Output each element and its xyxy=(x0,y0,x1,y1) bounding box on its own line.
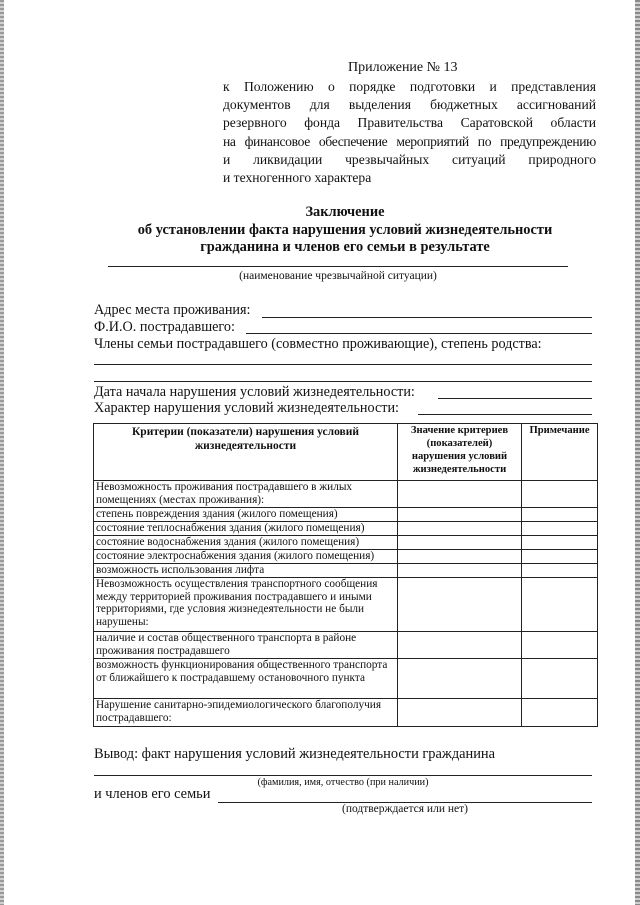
value-cell[interactable] xyxy=(398,632,522,659)
fio-label: Ф.И.О. пострадавшего: xyxy=(94,319,235,335)
address-label: Адрес места проживания: xyxy=(94,302,251,318)
appendix-text xyxy=(223,78,596,187)
nature-label: Характер нарушения условий жизнедеятельности: xyxy=(94,400,400,416)
criterion-cell: состояние теплоснабжения здания (жилого помещения) xyxy=(94,522,398,536)
criterion-cell: Невозможность осуществления транспортного сообщения между территорией проживания пострадавшего и иными территориями, где условия жизнедеятельности не были нарушены: xyxy=(94,578,398,632)
criterion-cell: наличие и состав общественного транспорта в районе проживания пострадавшего xyxy=(94,632,398,659)
value-cell[interactable] xyxy=(398,699,522,727)
appendix-line: и техногенного характера xyxy=(223,169,372,185)
family-members-label: и членов его семьи xyxy=(94,786,211,802)
table-row xyxy=(94,508,598,522)
value-cell[interactable] xyxy=(398,578,522,632)
fio-line[interactable] xyxy=(246,333,592,334)
citizen-fio-caption: (фамилия, имя, отчество (при наличии) xyxy=(257,777,429,788)
table-row xyxy=(94,632,598,659)
table-row xyxy=(94,578,598,632)
start-date-label: Дата начала нарушения условий жизнедеятельности: xyxy=(94,384,415,400)
criterion-cell: Нарушение санитарно-эпидемиологического благополучия пострадавшего: xyxy=(94,699,398,727)
criterion-cell: Невозможность проживания пострадавшего в жилых помещениях (местах проживания): xyxy=(94,481,398,508)
appendix-line: к Положению о порядке подготовки и представления xyxy=(223,79,596,94)
document-title xyxy=(100,204,590,257)
note-cell[interactable] xyxy=(522,578,598,632)
table-row xyxy=(94,550,598,564)
value-cell[interactable] xyxy=(398,564,522,578)
table-row xyxy=(94,481,598,508)
emergency-name-line xyxy=(108,266,568,267)
family-line[interactable] xyxy=(94,364,592,365)
family-line[interactable] xyxy=(94,381,592,382)
value-cell[interactable] xyxy=(398,481,522,508)
table-header-row xyxy=(94,424,598,481)
start-date-line[interactable] xyxy=(438,398,592,399)
title-line: гражданина и членов его семьи в результате xyxy=(200,239,490,255)
criterion-cell: состояние водоснабжения здания (жилого помещения) xyxy=(94,536,398,550)
table-row xyxy=(94,522,598,536)
note-cell[interactable] xyxy=(522,699,598,727)
note-cell[interactable] xyxy=(522,481,598,508)
table-row xyxy=(94,536,598,550)
family-label: Члены семьи пострадавшего (совместно проживающие), степень родства: xyxy=(94,336,542,352)
header-value: Значение критериев (показателей) нарушения условий жизнедеятельности xyxy=(398,424,522,481)
appendix-title: Приложение № 13 xyxy=(348,60,458,75)
table-row xyxy=(94,564,598,578)
conclusion-text: Вывод: факт нарушения условий жизнедеятельности гражданина xyxy=(94,746,496,762)
scan-edge-right xyxy=(635,0,640,905)
criterion-cell: возможность использования лифта xyxy=(94,564,398,578)
criteria-table xyxy=(93,423,598,727)
header-note: Примечание xyxy=(522,424,598,481)
header-criteria: Критерии (показатели) нарушения условий жизнедеятельности xyxy=(94,424,398,481)
note-cell[interactable] xyxy=(522,659,598,699)
value-cell[interactable] xyxy=(398,550,522,564)
emergency-name-caption: (наименование чрезвычайной ситуации) xyxy=(239,270,437,282)
note-cell[interactable] xyxy=(522,550,598,564)
title-line: об установлении факта нарушения условий жизнедеятельности xyxy=(137,221,553,238)
value-cell[interactable] xyxy=(398,508,522,522)
note-cell[interactable] xyxy=(522,522,598,536)
table-row xyxy=(94,699,598,727)
table-row xyxy=(94,659,598,699)
title-line: Заключение xyxy=(305,204,385,220)
appendix-line: резервного фонда Правительства Саратовской области xyxy=(223,115,596,131)
address-line[interactable] xyxy=(262,317,592,318)
value-cell[interactable] xyxy=(398,536,522,550)
scan-edge-left xyxy=(0,0,4,905)
value-cell[interactable] xyxy=(398,522,522,536)
value-cell[interactable] xyxy=(398,659,522,699)
criterion-cell: возможность функционирования общественного транспорта от ближайшего к пострадавшему остановочного пункта xyxy=(94,659,398,699)
appendix-line: документов для выделения бюджетных ассигнований xyxy=(223,97,596,113)
citizen-fio-line[interactable] xyxy=(94,775,592,776)
note-cell[interactable] xyxy=(522,632,598,659)
note-cell[interactable] xyxy=(522,508,598,522)
nature-line[interactable] xyxy=(418,414,592,415)
note-cell[interactable] xyxy=(522,564,598,578)
confirmation-caption: (подтверждается или нет) xyxy=(342,803,468,815)
note-cell[interactable] xyxy=(522,536,598,550)
criterion-cell: состояние электроснабжения здания (жилого помещения) xyxy=(94,550,398,564)
appendix-line: и ликвидации чрезвычайных ситуаций природного xyxy=(223,151,596,167)
appendix-line: на финансовое обеспечение мероприятий по предупреждению xyxy=(223,133,596,149)
criterion-cell: степень повреждения здания (жилого помещения) xyxy=(94,508,398,522)
